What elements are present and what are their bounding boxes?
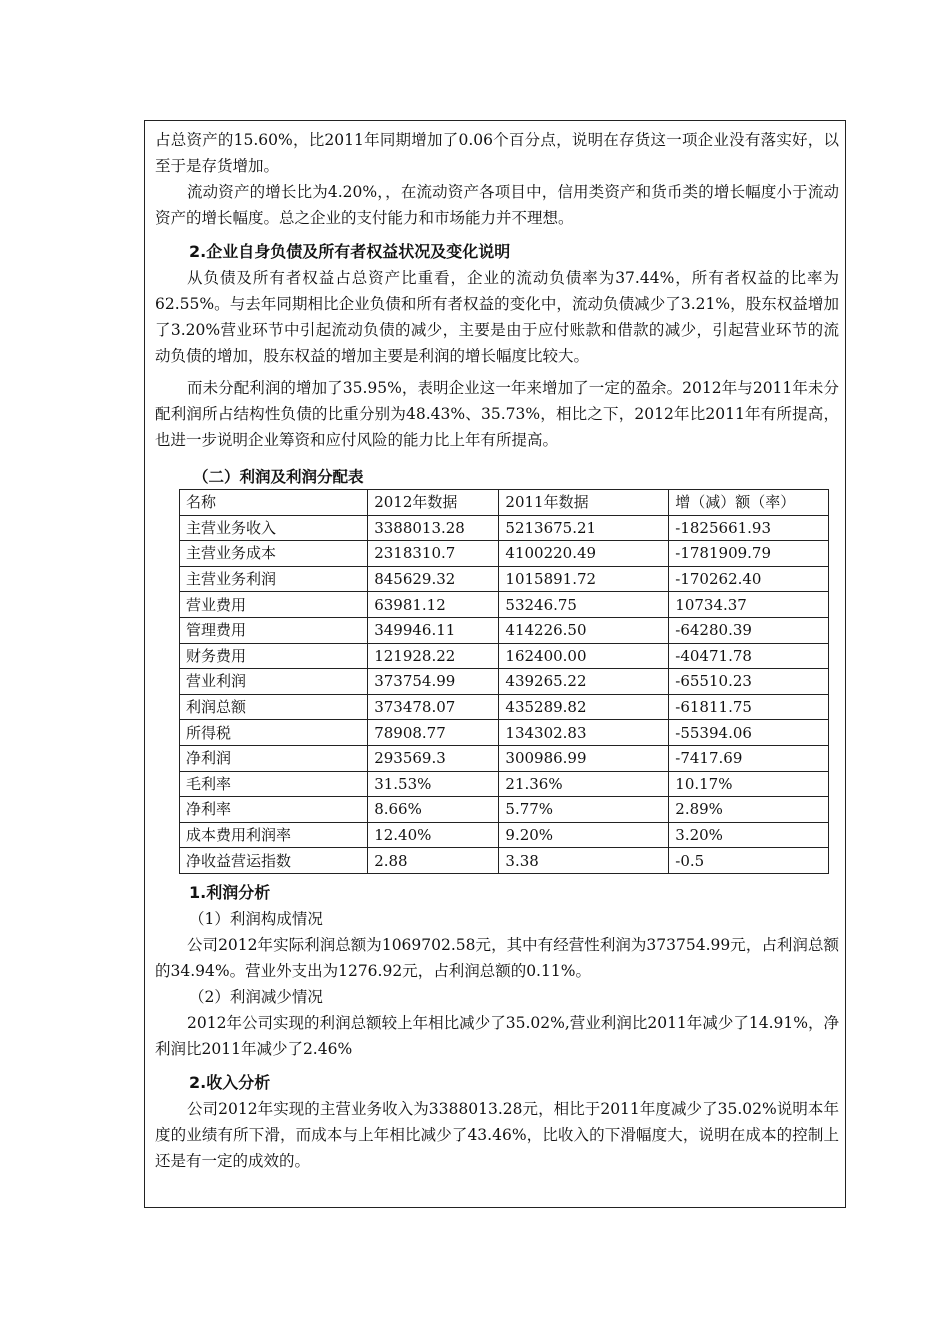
table-cell: 营业利润	[180, 669, 368, 695]
table-cell: -1781909.79	[669, 541, 829, 567]
table-cell: 12.40%	[368, 822, 499, 848]
table-cell: 5.77%	[499, 797, 669, 823]
table-cell: 439265.22	[499, 669, 669, 695]
table-cell: 10734.37	[669, 592, 829, 618]
table-cell: 2.89%	[669, 797, 829, 823]
table-cell: 财务费用	[180, 643, 368, 669]
document-content	[155, 127, 839, 1174]
table-cell: 10.17%	[669, 771, 829, 797]
table-cell: 4100220.49	[499, 541, 669, 567]
table-cell: 毛利率	[180, 771, 368, 797]
table-cell: 成本费用利润率	[180, 822, 368, 848]
table-cell: -65510.23	[669, 669, 829, 695]
table-header-cell: 增（减）额（率）	[669, 490, 829, 516]
subheading-profit-composition: （1）利润构成情况	[189, 909, 323, 928]
table-row	[180, 720, 829, 746]
table-cell: 净利率	[180, 797, 368, 823]
table-row	[180, 822, 829, 848]
table-row	[180, 848, 829, 874]
table-cell: 管理费用	[180, 617, 368, 643]
table-cell: 414226.50	[499, 617, 669, 643]
table-cell: 主营业务成本	[180, 541, 368, 567]
spacer	[155, 453, 839, 465]
paragraph-inventory: 占总资产的15.60%，比2011年同期增加了0.06个百分点，说明在存货这一项企业没有落实好，以至于是存货增加。	[155, 131, 839, 175]
table-cell: 营业费用	[180, 592, 368, 618]
section-heading-liabilities: 2.企业自身负债及所有者权益状况及变化说明	[189, 242, 511, 261]
spacer	[155, 231, 839, 239]
table-row	[180, 669, 829, 695]
table-cell: 3.38	[499, 848, 669, 874]
table-cell: -0.5	[669, 848, 829, 874]
table-cell: 所得税	[180, 720, 368, 746]
profit-table	[179, 489, 829, 874]
table-cell: 3388013.28	[368, 515, 499, 541]
table-cell: 主营业务收入	[180, 515, 368, 541]
table-row	[180, 515, 829, 541]
table-row	[180, 617, 829, 643]
table-cell: 3.20%	[669, 822, 829, 848]
table-cell: 主营业务利润	[180, 566, 368, 592]
document-frame	[144, 120, 846, 1208]
table-cell: 121928.22	[368, 643, 499, 669]
section-heading-profit: 1.利润分析	[189, 882, 271, 902]
paragraph-income: 公司2012年实现的主营业务收入为3388013.28元，相比于2011年度减少了35.02%说明本年度的业绩有所下滑，而成本与上年相比减少了43.46%，比收入的下滑幅度大，说明在成本的控制上还是有一定的成效的。	[155, 1099, 839, 1170]
table-cell: 1015891.72	[499, 566, 669, 592]
table-cell: 293569.3	[368, 745, 499, 771]
table-cell: 净收益营运指数	[180, 848, 368, 874]
spacer	[155, 1062, 839, 1070]
table-row	[180, 566, 829, 592]
table-cell: 134302.83	[499, 720, 669, 746]
table-header-cell: 2011年数据	[499, 490, 669, 516]
table-row	[180, 745, 829, 771]
table-cell: 5213675.21	[499, 515, 669, 541]
table-row	[180, 592, 829, 618]
paragraph-retained-earnings: 而未分配利润的增加了35.95%，表明企业这一年来增加了一定的盈余。2012年与2011年未分配利润所占结构性负债的比重分别为48.43%、35.73%，相比之下，2012年比2011年有所提高，也进一步说明企业筹资和应付风险的能力比上年有所提高。	[155, 379, 839, 449]
table-cell: 373478.07	[368, 694, 499, 720]
subheading-profit-decrease: （2）利润减少情况	[189, 987, 323, 1006]
paragraph-profit-decrease: 2012年公司实现的利润总额较上年相比减少了35.02%,营业利润比2011年减少了14.91%，净利润比2011年减少了2.46%	[155, 1013, 839, 1058]
table-cell: 31.53%	[368, 771, 499, 797]
paragraph-liabilities: 从负债及所有者权益占总资产比重看，企业的流动负债率为37.44%，所有者权益的比率为62.55%。与去年同期相比企业负债和所有者权益的变化中，流动负债减少了3.21%，股东权益增加了3.20%营业环节中引起流动负债的减少，主要是由于应付账款和借款的减少，引起营业环节的流动负债的增加，股东权益的增加主要是利润的增长幅度比较大。	[155, 269, 839, 365]
table-cell: -55394.06	[669, 720, 829, 746]
table-row	[180, 694, 829, 720]
table-cell: 2318310.7	[368, 541, 499, 567]
section-heading-income: 2.收入分析	[189, 1072, 271, 1092]
paragraph-current-assets: 流动资产的增长比为4.20%，，在流动资产各项目中，信用类资产和货币类的增长幅度小于流动资产的增长幅度。总之企业的支付能力和市场能力并不理想。	[155, 183, 839, 227]
table-cell: -7417.69	[669, 745, 829, 771]
table-cell: 63981.12	[368, 592, 499, 618]
table-cell: 8.66%	[368, 797, 499, 823]
paragraph-profit-composition: 公司2012年实际利润总额为1069702.58元，其中有经营性利润为373754.99元，占利润总额的34.94%。营业外支出为1276.92元，占利润总额的0.11%。	[155, 935, 839, 980]
table-cell: 53246.75	[499, 592, 669, 618]
table-cell: -1825661.93	[669, 515, 829, 541]
table-cell: -40471.78	[669, 643, 829, 669]
table-cell: -61811.75	[669, 694, 829, 720]
table-cell: 9.20%	[499, 822, 669, 848]
table-cell: 利润总额	[180, 694, 368, 720]
profit-table-body	[180, 490, 829, 874]
table-row	[180, 643, 829, 669]
table-cell: 435289.82	[499, 694, 669, 720]
table-cell: -64280.39	[669, 617, 829, 643]
table-cell: 349946.11	[368, 617, 499, 643]
table-cell: 845629.32	[368, 566, 499, 592]
table-cell: 21.36%	[499, 771, 669, 797]
table-cell: 78908.77	[368, 720, 499, 746]
table-row	[180, 797, 829, 823]
table-cell: 300986.99	[499, 745, 669, 771]
table-header-cell: 名称	[180, 490, 368, 516]
table-header-row	[180, 490, 829, 516]
table-row	[180, 541, 829, 567]
table-caption: （二）利润及利润分配表	[193, 468, 364, 486]
table-cell: 373754.99	[368, 669, 499, 695]
table-cell: 2.88	[368, 848, 499, 874]
table-cell: -170262.40	[669, 566, 829, 592]
table-cell: 净利润	[180, 745, 368, 771]
table-row	[180, 771, 829, 797]
table-cell: 162400.00	[499, 643, 669, 669]
table-header-cell: 2012年数据	[368, 490, 499, 516]
